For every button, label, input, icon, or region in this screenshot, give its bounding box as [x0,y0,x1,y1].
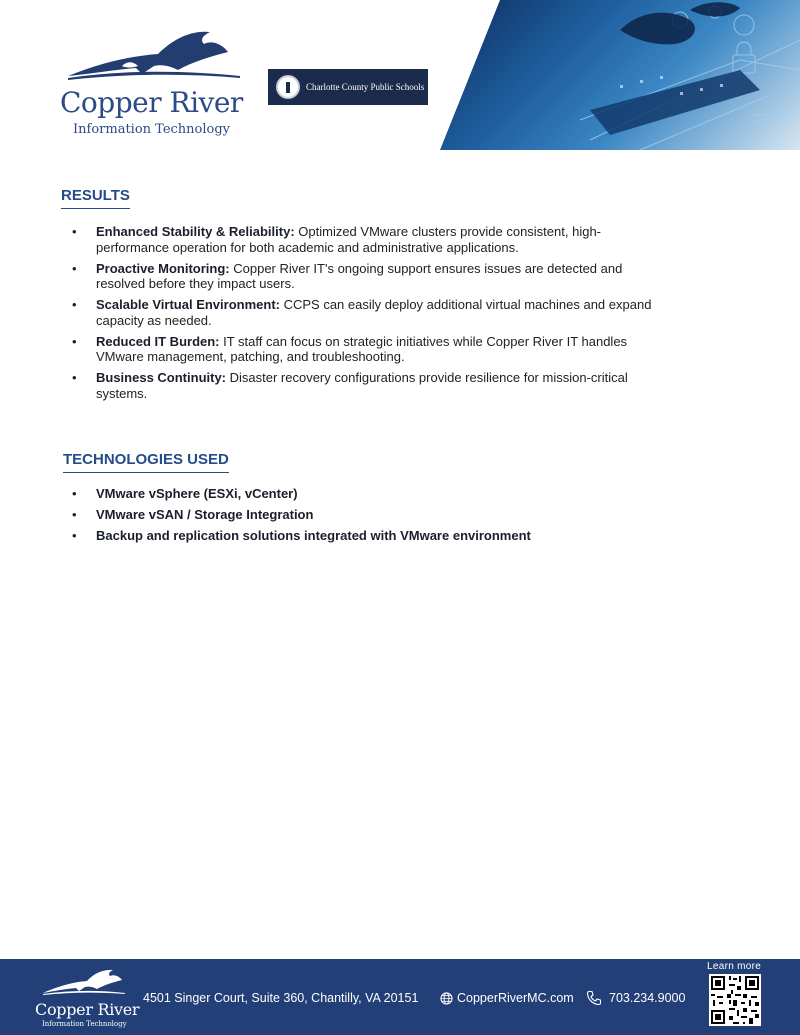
result-label: Reduced IT Burden: [96,333,220,349]
orca-whale-icon [41,967,127,997]
results-list [72,224,672,407]
footer-logo-name: Copper River [35,1000,140,1019]
learn-more-label: Learn more [707,961,762,972]
result-label: Scalable Virtual Environment: [96,297,280,312]
hero-image [440,0,800,150]
footer-address: 4501 Singer Court, Suite 360, Chantilly, VA 20151 [143,991,419,1005]
technologies-list [72,486,672,549]
list-item [72,224,672,255]
list-item [72,507,672,523]
logo-name: Copper River [60,86,243,119]
copper-river-logo [58,26,248,141]
school-badge-label: Charlotte County Public Schools [306,82,425,92]
result-label: Business Continuity: [96,370,227,385]
footer-logo [33,967,140,1031]
result-text: Disaster recovery configurations provide resilience for mission-critical systems. [96,370,628,401]
qr-code-icon[interactable] [709,974,761,1026]
results-heading: RESULTS [61,187,130,209]
technologies-heading: TECHNOLOGIES USED [63,451,229,473]
technology-item: Backup and replication solutions integrated with VMware environment [96,528,531,543]
footer-website-link[interactable]: CopperRiverMC.com [457,991,574,1005]
list-item [72,261,672,292]
school-badge [268,69,428,105]
list-item [72,370,672,401]
phone-icon [586,990,602,1006]
result-text: Optimized VMware clusters provide consistent, high-performance operation for both academic and administrative applications. [96,224,602,255]
list-item [72,528,672,544]
footer-logo-subtitle: Information Technology [42,1020,127,1028]
school-seal-icon [276,75,300,99]
result-label: Proactive Monitoring: [96,260,230,276]
list-item [72,334,672,365]
footer-phone[interactable]: 703.234.9000 [609,991,686,1005]
technology-item: VMware vSAN / Storage Integration [96,507,314,522]
laptop-cybersecurity-lock-image [440,0,800,150]
list-item [72,486,672,502]
globe-icon [440,992,453,1005]
technology-item: VMware vSphere (ESXi, vCenter) [96,486,298,501]
logo-subtitle: Information Technology [73,122,231,137]
result-text: CCPS can easily deploy additional virtual machines and expand capacity as needed. [96,297,652,328]
result-text: IT staff can focus on strategic initiatives while Copper River IT handles VMware management, patching, and troubleshooting. [96,333,628,364]
result-text: Copper River IT's ongoing support ensures issues are detected and resolved before they impact users. [96,260,623,291]
footer [0,959,800,1035]
result-label: Enhanced Stability & Reliability: [96,224,295,239]
orca-whale-icon [62,26,242,84]
list-item [72,297,672,328]
